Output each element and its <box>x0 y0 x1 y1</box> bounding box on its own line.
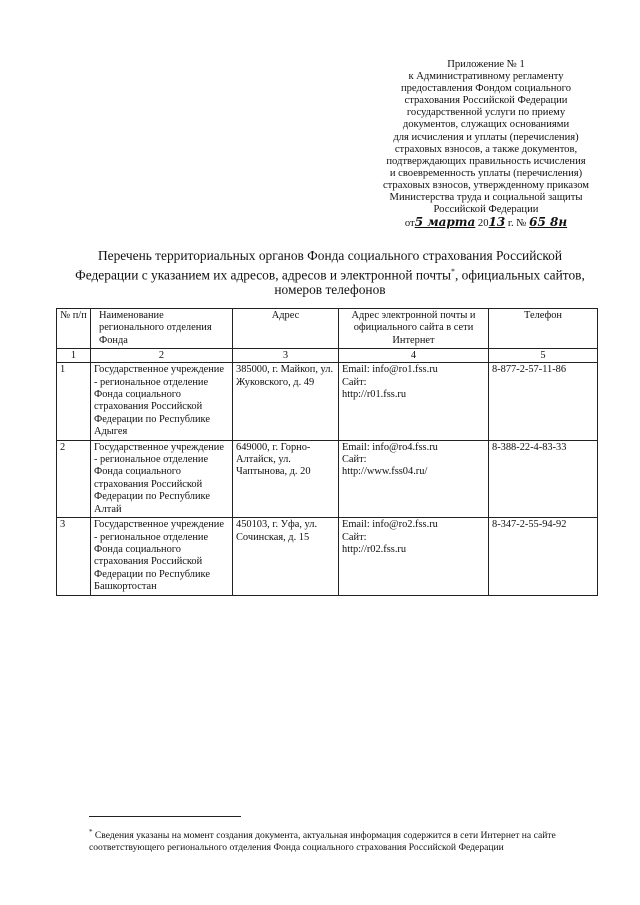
appendix-line: государственной услуги по приему <box>406 107 566 119</box>
appendix-line: Министерства труда и социальной защиты <box>389 192 583 204</box>
header-address: Адрес <box>233 309 339 349</box>
row-site-label: Сайт: <box>342 531 367 543</box>
title-line-2: Федерации с указанием их адресов, адресов и электронной почты*, официальных сайтов, <box>75 266 585 282</box>
row-phone: 8-347-2-55-94-92 <box>489 518 598 595</box>
number-label: № <box>516 218 527 230</box>
table-row <box>57 440 598 517</box>
footnote-divider <box>89 816 241 817</box>
column-number: 3 <box>233 349 339 363</box>
appendix-line: к Административному регламенту <box>408 71 564 83</box>
footnote-mark: * <box>450 266 455 276</box>
order-year-handwritten: 13 <box>488 215 506 230</box>
row-address: 450103, г. Уфа, ул. Сочинская, д. 15 <box>233 518 339 595</box>
row-name: Государственное учреждение - региональное отделение Фонда социального страхования Российской Федерации по Республике Адыгея <box>91 363 233 440</box>
footnote-mark: * <box>89 828 93 836</box>
appendix-line: подтверждающих правильность исчисления <box>386 155 586 167</box>
row-email: Email: info@ro4.fss.ru <box>342 441 438 453</box>
appendix-line: страхования Российской Федерации <box>404 95 568 107</box>
appendix-line: страховых взносов, а также документов, <box>394 143 578 155</box>
header-email: Адрес электронной почты и официального сайта в сети Интернет <box>339 309 489 349</box>
appendix-line: Российской Федерации <box>433 204 539 216</box>
title-line-3: номеров телефонов <box>274 282 386 298</box>
row-site-label: Сайт: <box>342 376 367 388</box>
date-prefix: от <box>404 218 415 230</box>
row-site-label: Сайт: <box>342 454 367 466</box>
appendix-line: документов, служащих основаниями <box>402 119 570 131</box>
row-num: 2 <box>57 440 91 517</box>
row-num: 1 <box>57 363 91 440</box>
column-number: 2 <box>91 349 233 363</box>
order-date-handwritten: 5 марта <box>414 215 476 230</box>
appendix-line: и своевременность уплаты (перечисления) <box>389 167 583 179</box>
row-phone: 8-877-2-57-11-86 <box>489 363 598 440</box>
column-number: 4 <box>339 349 489 363</box>
appendix-line: Приложение № 1 <box>447 59 525 70</box>
row-site-link[interactable]: http://r01.fss.ru <box>342 389 407 401</box>
row-address: 385000, г. Майкоп, ул. Жуковского, д. 49 <box>233 363 339 440</box>
row-name: Государственное учреждение - региональное отделение Фонда социального страхования Российской Федерации по Республике Башкортостан <box>91 518 233 595</box>
row-num: 3 <box>57 518 91 595</box>
appendix-header <box>368 59 604 230</box>
header-num: № п/п <box>57 309 91 349</box>
row-site-link[interactable]: http://www.fss04.ru/ <box>342 466 428 478</box>
year-prefix: 20 <box>477 218 489 230</box>
row-site-link[interactable]: http://r02.fss.ru <box>342 543 407 555</box>
document-title <box>70 248 590 298</box>
row-contacts <box>339 363 489 440</box>
appendix-line: для исчисления и уплаты (перечисления) <box>393 131 579 143</box>
row-email: Email: info@ro1.fss.ru <box>342 364 438 376</box>
title-line-1: Перечень территориальных органов Фонда социального страхования Российской <box>97 248 563 263</box>
row-address: 649000, г. Горно-Алтайск, ул. Чаптынова, д. 20 <box>233 440 339 517</box>
column-number-row <box>57 349 598 363</box>
appendix-line: предоставления Фондом социального <box>400 83 572 95</box>
table-header-row <box>57 309 598 349</box>
row-contacts <box>339 518 489 595</box>
row-phone: 8-388-22-4-83-33 <box>489 440 598 517</box>
row-contacts <box>339 440 489 517</box>
year-label: г. <box>507 218 514 230</box>
table-row <box>57 363 598 440</box>
footnote-text: Сведения указаны на момент создания документа, актуальная информация содержится в сети Интернет на сайте соответствующего регионального отделения Фонда социального страхования Российской Федерации <box>89 830 556 854</box>
header-phone: Телефон <box>489 309 598 349</box>
table-row <box>57 518 598 595</box>
order-number-handwritten: 65 8н <box>529 215 568 230</box>
offices-table <box>56 308 598 596</box>
column-number: 5 <box>489 349 598 363</box>
column-number: 1 <box>57 349 91 363</box>
footnote <box>89 826 594 855</box>
appendix-line: страховых взносов, утвержденному приказом <box>382 179 590 191</box>
order-date-line <box>368 216 604 230</box>
row-email: Email: info@ro2.fss.ru <box>342 519 438 531</box>
row-name: Государственное учреждение - региональное отделение Фонда социального страхования Российской Федерации по Республике Алтай <box>91 440 233 517</box>
header-name: Наименование регионального отделения Фонда <box>91 309 233 349</box>
